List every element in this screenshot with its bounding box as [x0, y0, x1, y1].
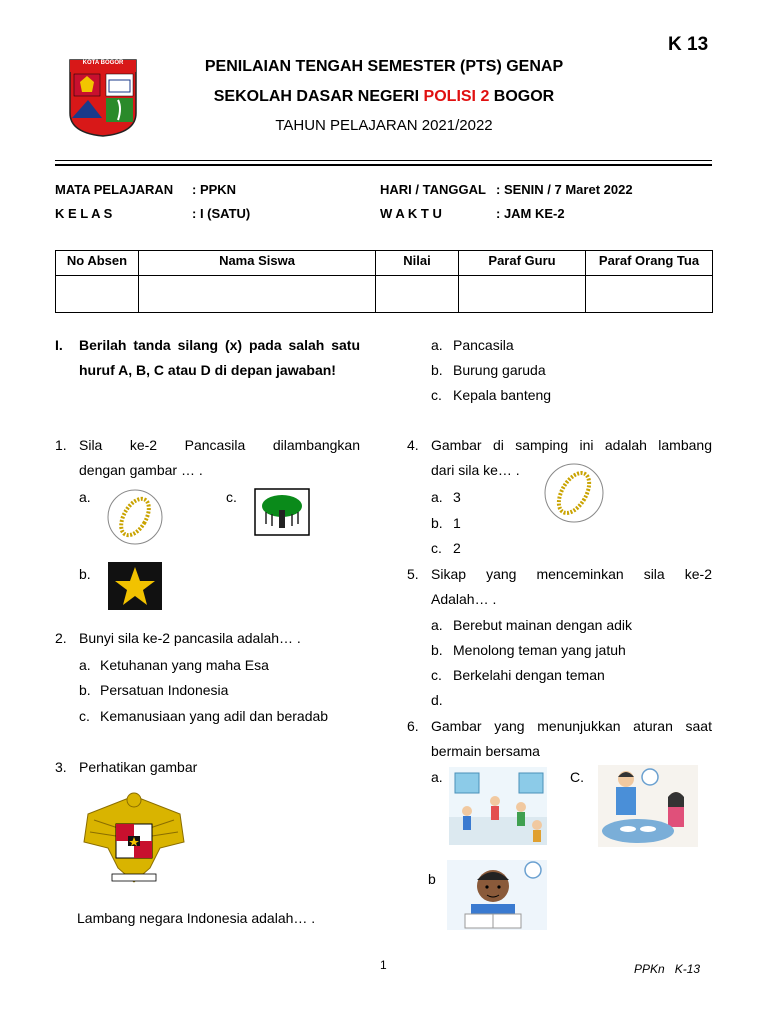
star-icon — [108, 562, 162, 615]
exam-title: PENILAIAN TENGAH SEMESTER (PTS) GENAP — [204, 58, 564, 75]
date-value: : SENIN / 7 Maret 2022 — [496, 182, 633, 197]
q1-option-b[interactable]: b. — [79, 566, 91, 582]
subject-label: MATA PELAJARAN — [55, 182, 174, 197]
q2-option-c[interactable]: c. — [79, 708, 90, 724]
header-rule-top — [55, 160, 712, 161]
q6-option-c[interactable]: C. — [570, 769, 584, 785]
q5-option-a[interactable]: a. — [431, 617, 443, 633]
q5-answer-c: Berkelahi dengan teman — [453, 667, 605, 683]
header-rule-bottom — [55, 164, 712, 166]
cell-paraf-orang-tua[interactable] — [586, 276, 713, 313]
children-playing-illustration — [449, 767, 547, 850]
school-name-pre: SEKOLAH DASAR NEGERI — [213, 88, 424, 105]
q6-number: 6. — [407, 718, 419, 734]
header-nilai: Nilai — [376, 251, 459, 276]
school-name — [0, 88, 768, 106]
q6-line1: Gambar yang menunjukkan aturan saat — [431, 718, 712, 734]
q1-line1: Sila ke-2 Pancasila dilambangkan — [79, 437, 360, 453]
q6-line2: bermain bersama — [431, 743, 540, 759]
q5-answer-a: Berebut mainan dengan adik — [453, 617, 633, 633]
q5-number: 5. — [407, 566, 419, 582]
q5-line1: Sikap yang menceminkan sila ke-2 — [431, 566, 712, 582]
logo-text: KOTA BOGOR — [82, 60, 124, 66]
time-value: : JAM KE-2 — [496, 206, 565, 221]
school-name-red: POLISI 2 — [423, 88, 490, 105]
q6-option-b[interactable]: b — [428, 871, 436, 887]
instruction-text: Berilah tanda silang (x) pada salah satu huruf A, B, C atau D di depan jawaban! — [79, 337, 360, 378]
q2-answer-a: Ketuhanan yang maha Esa — [100, 657, 269, 673]
q3-text: Perhatikan gambar — [79, 759, 198, 775]
q6-option-a[interactable]: a. — [431, 769, 443, 785]
footer-label: PPKn K-13 — [634, 962, 701, 976]
q4-answer-c: 2 — [453, 540, 461, 556]
class-value: : I (SATU) — [192, 206, 251, 221]
q4-number: 4. — [407, 437, 419, 453]
q4-option-b[interactable]: b. — [431, 515, 443, 531]
q3-caption: Lambang negara Indonesia adalah… . — [77, 910, 316, 926]
header-paraf-guru: Paraf Guru — [459, 251, 586, 276]
q2-option-b[interactable]: b. — [79, 682, 91, 698]
q2-answer-c: Kemanusiaan yang adil dan beradab — [100, 708, 329, 724]
academic-year: TAHUN PELAJARAN 2021/2022 — [275, 117, 493, 134]
q4-option-c[interactable]: c. — [431, 540, 442, 556]
q2-number: 2. — [55, 630, 67, 646]
q1-number: 1. — [55, 437, 67, 453]
q1-option-a[interactable]: a. — [79, 489, 91, 505]
student-info-table — [55, 250, 713, 313]
q2-option-a[interactable]: a. — [79, 657, 91, 673]
cell-no-absen[interactable] — [56, 276, 139, 313]
date-label: HARI / TANGGAL — [380, 182, 486, 197]
q2-text: Bunyi sila ke-2 pancasila adalah… . — [79, 630, 301, 646]
q3-answer-a: Pancasila — [453, 337, 514, 353]
banyan-tree-icon — [254, 488, 310, 541]
school-name-post: BOGOR — [489, 88, 555, 105]
cell-nilai[interactable] — [376, 276, 459, 313]
header-paraf-orang-tua: Paraf Orang Tua — [586, 251, 713, 276]
q4-line1: Gambar di samping ini adalah lambang — [431, 437, 712, 453]
instruction-number: I. — [55, 337, 63, 353]
q4-option-a[interactable]: a. — [431, 489, 443, 505]
q3-answer-c: Kepala banteng — [453, 387, 552, 403]
q5-answer-b: Menolong teman yang jatuh — [453, 642, 626, 658]
q3-option-b[interactable]: b. — [431, 362, 443, 378]
garuda-pancasila-icon — [78, 784, 190, 897]
q5-line2: Adalah… . — [431, 591, 497, 607]
q4-answer-b: 1 — [453, 515, 461, 531]
q4-line2: dari sila ke… . — [431, 462, 520, 478]
subject-value: : PPKN — [192, 182, 237, 197]
q3-option-a[interactable]: a. — [431, 337, 443, 353]
q5-option-c[interactable]: c. — [431, 667, 442, 683]
header-no-absen: No Absen — [56, 251, 139, 276]
q5-option-b[interactable]: b. — [431, 642, 443, 658]
cell-nama-siswa[interactable] — [139, 276, 376, 313]
q1-line2: dengan gambar … . — [79, 462, 203, 478]
curriculum-code: K 13 — [668, 34, 709, 55]
q3-answer-b: Burung garuda — [453, 362, 546, 378]
child-reading-illustration — [447, 860, 547, 935]
header-nama-siswa: Nama Siswa — [139, 251, 376, 276]
q3-number: 3. — [55, 759, 67, 775]
q1-option-c[interactable]: c. — [226, 489, 237, 505]
family-dining-illustration — [598, 765, 698, 852]
q4-answer-a: 3 — [453, 489, 461, 505]
class-label: K E L A S — [55, 206, 113, 221]
q5-option-d[interactable]: d. — [431, 692, 443, 708]
rice-cotton-chain-icon — [106, 488, 164, 551]
time-label: W A K T U — [380, 206, 442, 221]
page-number: 1 — [380, 958, 387, 972]
cell-paraf-guru[interactable] — [459, 276, 586, 313]
q2-answer-b: Persatuan Indonesia — [100, 682, 229, 698]
q3-option-c[interactable]: c. — [431, 387, 442, 403]
rice-cotton-chain-icon — [543, 462, 605, 529]
